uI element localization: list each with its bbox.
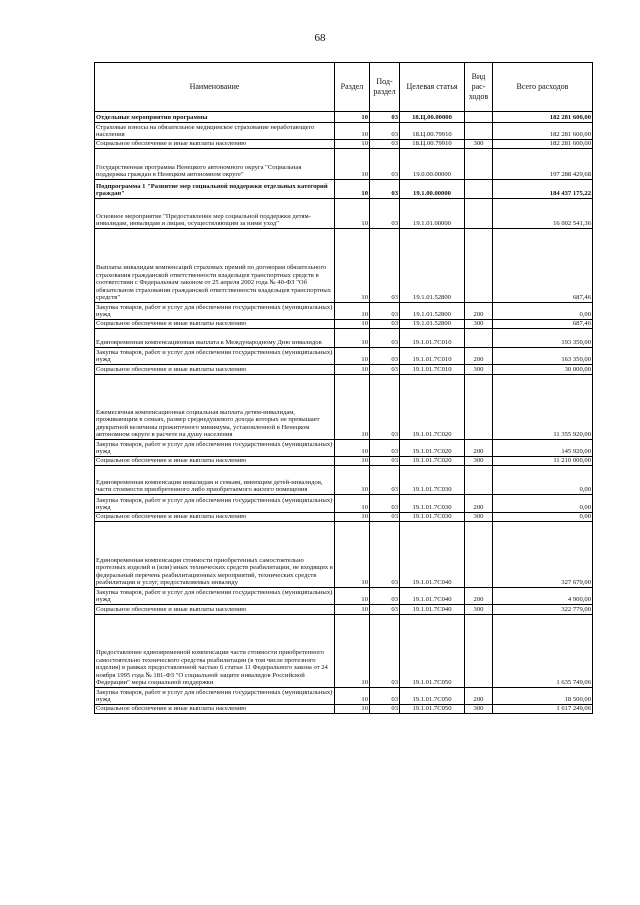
row-expense-type — [465, 180, 493, 199]
table-row — [95, 457, 593, 466]
table-body — [95, 112, 593, 714]
row-target: 19.1.01.52800 — [400, 320, 465, 329]
row-section: 10 — [335, 375, 370, 440]
row-section: 10 — [335, 495, 370, 513]
row-target: 19.1.01.7С020 — [400, 440, 465, 457]
table-row — [95, 303, 593, 320]
row-target: 19.1.01.7С040 — [400, 605, 465, 615]
row-expense-type: 200 — [465, 495, 493, 513]
row-target: 19.1.01.7С040 — [400, 588, 465, 605]
row-subsection: 03 — [370, 180, 400, 199]
row-name: Социальное обеспечение и иные выплаты населению — [95, 320, 335, 329]
row-total: 145 920,00 — [493, 440, 593, 457]
table-row — [95, 688, 593, 705]
row-target: 18.Ц.00.00000 — [400, 112, 465, 123]
row-name: Закупка товаров, работ и услуг для обеспечения государственных (муниципальных) нужд — [95, 440, 335, 457]
row-name: Основное мероприятие "Предоставление мер социальной поддержки детям-инвалидам, инвалидам и лицам, осуществляющим за ними уход" — [95, 199, 335, 229]
row-name: Ежемесячная компенсационная социальная выплата детям-инвалидам, проживающим в семьях, размер среднедушевого дохода которых не превышает двукратной величины прожиточного минимума, установленной в Ненецком автономном округе в расчете на душу населения — [95, 375, 335, 440]
row-name: Предоставление единовременной компенсации части стоимости приобретенного самостоятельно технического средства реабилитации (в том числе протезного изделия) в рамках предоставленной частью 6 статьи 11 Федерального закона от 24 ноября 1995 года № 181-ФЗ "О социальной защите инвалидов Российской Федерации" меры социальной поддержки — [95, 615, 335, 688]
row-expense-type: 200 — [465, 688, 493, 705]
row-section: 10 — [335, 365, 370, 375]
row-section: 10 — [335, 588, 370, 605]
row-target: 19.1.01.7С050 — [400, 688, 465, 705]
row-total: 30 000,00 — [493, 365, 593, 375]
row-expense-type: 200 — [465, 303, 493, 320]
row-target: 19.1.01.7С020 — [400, 457, 465, 466]
row-subsection: 03 — [370, 140, 400, 149]
row-total: 182 281 600,00 — [493, 123, 593, 140]
table-row — [95, 375, 593, 440]
row-expense-type — [465, 123, 493, 140]
row-subsection: 03 — [370, 513, 400, 522]
row-total: 327 679,00 — [493, 522, 593, 588]
row-subsection: 03 — [370, 320, 400, 329]
row-subsection: 03 — [370, 588, 400, 605]
row-total: 182 281 600,00 — [493, 140, 593, 149]
row-expense-type: 300 — [465, 605, 493, 615]
row-expense-type — [465, 615, 493, 688]
row-target: 18.Ц.00.79910 — [400, 123, 465, 140]
table-row — [95, 180, 593, 199]
row-target: 19.1.01.7С050 — [400, 705, 465, 714]
row-section: 10 — [335, 705, 370, 714]
table-row — [95, 229, 593, 303]
row-total: 18 500,00 — [493, 688, 593, 705]
row-total: 16 002 541,36 — [493, 199, 593, 229]
table-row — [95, 320, 593, 329]
row-name: Закупка товаров, работ и услуг для обеспечения государственных (муниципальных) нужд — [95, 495, 335, 513]
row-subsection: 03 — [370, 329, 400, 348]
row-expense-type: 300 — [465, 365, 493, 375]
header-section: Раздел — [335, 63, 370, 112]
row-total: 0,00 — [493, 495, 593, 513]
row-target: 18.Ц.00.79910 — [400, 140, 465, 149]
row-name: Единовременная компенсация стоимости приобретенных самостоятельно протезных изделий и (или) иных технических средств реабилитации, не входящих в федеральный перечень реабилитационных мероприятий, технических средств реабилитации и услуг, предоставляемых инвалиду — [95, 522, 335, 588]
row-expense-type — [465, 466, 493, 495]
table-row — [95, 615, 593, 688]
row-section: 10 — [335, 320, 370, 329]
row-name: Социальное обеспечение и иные выплаты населению — [95, 140, 335, 149]
table-row — [95, 466, 593, 495]
row-section: 10 — [335, 123, 370, 140]
row-section: 10 — [335, 457, 370, 466]
table-row — [95, 149, 593, 180]
row-expense-type: 300 — [465, 140, 493, 149]
row-section: 10 — [335, 112, 370, 123]
row-total: 322 779,00 — [493, 605, 593, 615]
row-name: Закупка товаров, работ и услуг для обеспечения государственных (муниципальных) нужд — [95, 348, 335, 365]
row-subsection: 03 — [370, 705, 400, 714]
row-subsection: 03 — [370, 303, 400, 320]
row-target: 19.1.01.7С020 — [400, 375, 465, 440]
row-total: 1 617 249,06 — [493, 705, 593, 714]
row-section: 10 — [335, 199, 370, 229]
row-name: Закупка товаров, работ и услуг для обеспечения государственных (муниципальных) нужд — [95, 588, 335, 605]
row-name: Государственная программа Ненецкого автономного округа "Социальная поддержка граждан в Ненецком автономном округе" — [95, 149, 335, 180]
table-row — [95, 440, 593, 457]
row-expense-type — [465, 329, 493, 348]
row-subsection: 03 — [370, 615, 400, 688]
row-target: 19.1.01.7С030 — [400, 513, 465, 522]
row-name: Социальное обеспечение и иные выплаты населению — [95, 365, 335, 375]
expenditure-table — [94, 62, 593, 714]
row-target: 19.1.01.00000 — [400, 199, 465, 229]
row-expense-type: 300 — [465, 705, 493, 714]
page-number: 68 — [314, 32, 326, 44]
row-expense-type — [465, 199, 493, 229]
row-total: 11 210 000,00 — [493, 457, 593, 466]
table-header-row — [95, 63, 593, 112]
row-section: 10 — [335, 329, 370, 348]
table-row — [95, 329, 593, 348]
row-subsection: 03 — [370, 149, 400, 180]
table-row — [95, 705, 593, 714]
row-expense-type — [465, 112, 493, 123]
row-subsection: 03 — [370, 440, 400, 457]
row-section: 10 — [335, 229, 370, 303]
row-target: 19.1.00.00000 — [400, 180, 465, 199]
row-section: 10 — [335, 513, 370, 522]
row-subsection: 03 — [370, 457, 400, 466]
row-section: 10 — [335, 348, 370, 365]
row-subsection: 03 — [370, 123, 400, 140]
row-expense-type — [465, 375, 493, 440]
row-target: 19.1.01.52800 — [400, 229, 465, 303]
row-total: 11 355 920,00 — [493, 375, 593, 440]
row-total: 687,46 — [493, 229, 593, 303]
row-target: 19.1.01.7С030 — [400, 495, 465, 513]
row-section: 10 — [335, 615, 370, 688]
table-row — [95, 605, 593, 615]
table-row — [95, 365, 593, 375]
row-target: 19.1.01.7С040 — [400, 522, 465, 588]
row-expense-type: 200 — [465, 440, 493, 457]
header-expense-type: Вид рас-ходов — [465, 63, 493, 112]
header-subsection: Под-раздел — [370, 63, 400, 112]
row-total: 4 900,00 — [493, 588, 593, 605]
row-expense-type — [465, 522, 493, 588]
row-section: 10 — [335, 149, 370, 180]
header-name: Наименование — [95, 63, 335, 112]
row-name: Закупка товаров, работ и услуг для обеспечения государственных (муниципальных) нужд — [95, 688, 335, 705]
table-row — [95, 588, 593, 605]
row-total: 0,00 — [493, 303, 593, 320]
row-subsection: 03 — [370, 466, 400, 495]
row-name: Социальное обеспечение и иные выплаты населению — [95, 513, 335, 522]
row-name: Единовременная компенсационная выплата к Международному Дню инвалидов — [95, 329, 335, 348]
row-expense-type: 300 — [465, 320, 493, 329]
table-row — [95, 123, 593, 140]
row-name: Закупка товаров, работ и услуг для обеспечения государственных (муниципальных) нужд — [95, 303, 335, 320]
row-section: 10 — [335, 688, 370, 705]
row-name: Социальное обеспечение и иные выплаты населению — [95, 705, 335, 714]
table-row — [95, 495, 593, 513]
row-name: Социальное обеспечение и иные выплаты населению — [95, 457, 335, 466]
row-total: 182 281 600,00 — [493, 112, 593, 123]
row-total: 184 437 175,22 — [493, 180, 593, 199]
row-section: 10 — [335, 180, 370, 199]
row-total: 197 288 429,68 — [493, 149, 593, 180]
row-total: 1 635 749,06 — [493, 615, 593, 688]
row-expense-type: 200 — [465, 348, 493, 365]
header-target: Целевая статья — [400, 63, 465, 112]
row-subsection: 03 — [370, 688, 400, 705]
row-target: 19.1.01.7С030 — [400, 466, 465, 495]
row-name: Социальное обеспечение и иные выплаты населению — [95, 605, 335, 615]
table-row — [95, 513, 593, 522]
row-target: 19.1.01.52800 — [400, 303, 465, 320]
row-subsection: 03 — [370, 112, 400, 123]
table-row — [95, 522, 593, 588]
row-target: 19.1.01.7С010 — [400, 329, 465, 348]
row-name: Отдельные мероприятия программы — [95, 112, 335, 123]
row-section: 10 — [335, 140, 370, 149]
header-total: Всего расходов — [493, 63, 593, 112]
table-row — [95, 112, 593, 123]
row-expense-type: 300 — [465, 457, 493, 466]
row-subsection: 03 — [370, 495, 400, 513]
row-total: 0,00 — [493, 513, 593, 522]
row-total: 163 350,00 — [493, 348, 593, 365]
row-name: Единовременная компенсация инвалидам и семьям, имеющим детей-инвалидов, части стоимости приобретенного либо приобретаемого жилого помещения — [95, 466, 335, 495]
row-section: 10 — [335, 303, 370, 320]
row-expense-type — [465, 229, 493, 303]
row-name: Подпрограмма 1 "Развитие мер социальной поддержки отдельных категорий граждан" — [95, 180, 335, 199]
row-section: 10 — [335, 522, 370, 588]
row-name: Выплаты инвалидам компенсаций страховых премий по договорам обязательного страхования гражданской ответственности владельцев транспортных средств в соответствии с Федеральным законом от 25 апреля 2002 года № 40-ФЗ "Об обязательном страховании гражданской ответственности владельцев транспортных средств" — [95, 229, 335, 303]
row-total: 0,00 — [493, 466, 593, 495]
row-target: 19.1.01.7С050 — [400, 615, 465, 688]
row-subsection: 03 — [370, 199, 400, 229]
row-target: 19.0.00.00000 — [400, 149, 465, 180]
row-subsection: 03 — [370, 375, 400, 440]
row-section: 10 — [335, 440, 370, 457]
row-name: Страховые взносы на обязательное медицинское страхование неработающего населения — [95, 123, 335, 140]
row-section: 10 — [335, 466, 370, 495]
row-target: 19.1.01.7С010 — [400, 365, 465, 375]
row-subsection: 03 — [370, 605, 400, 615]
table-row — [95, 348, 593, 365]
row-expense-type — [465, 149, 493, 180]
row-total: 687,46 — [493, 320, 593, 329]
row-section: 10 — [335, 605, 370, 615]
row-expense-type: 200 — [465, 588, 493, 605]
row-expense-type: 300 — [465, 513, 493, 522]
row-total: 193 350,00 — [493, 329, 593, 348]
table-row — [95, 199, 593, 229]
table-row — [95, 140, 593, 149]
row-subsection: 03 — [370, 229, 400, 303]
row-subsection: 03 — [370, 348, 400, 365]
row-subsection: 03 — [370, 365, 400, 375]
row-target: 19.1.01.7С010 — [400, 348, 465, 365]
row-subsection: 03 — [370, 522, 400, 588]
